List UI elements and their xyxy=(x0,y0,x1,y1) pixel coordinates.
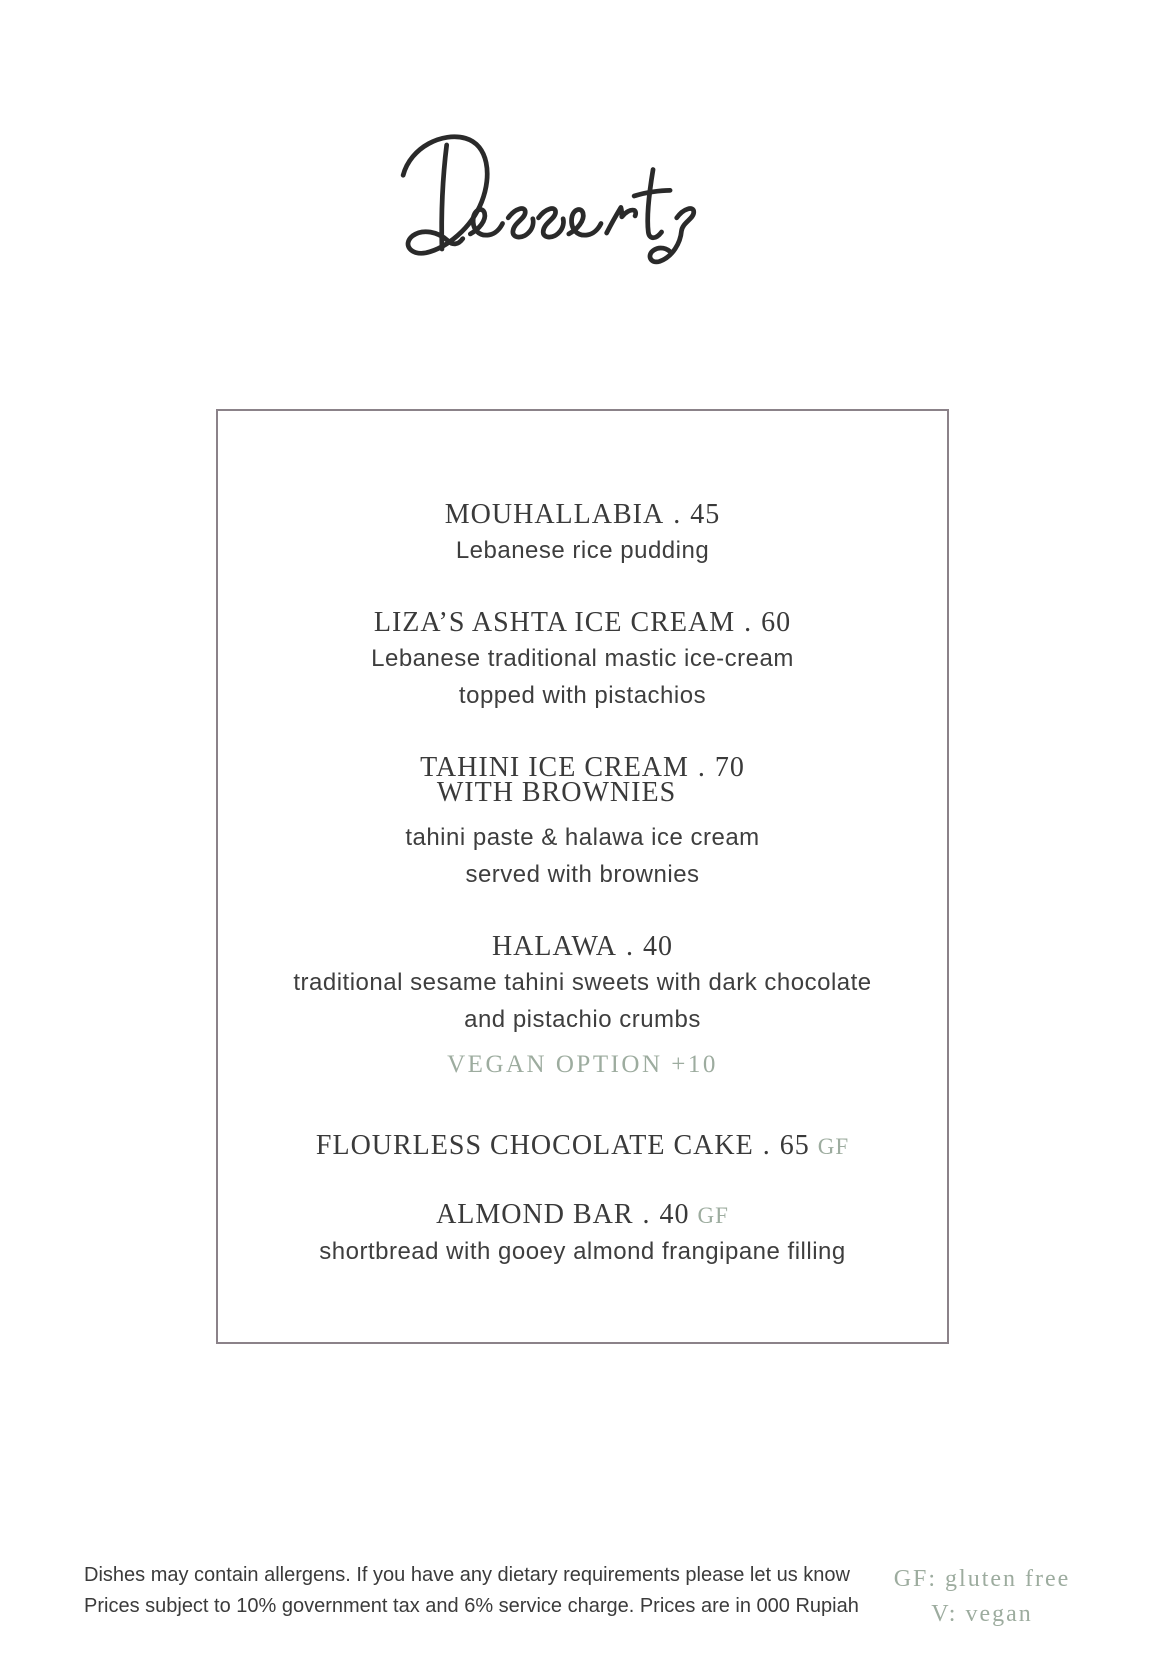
description-line: and pistachio crumbs xyxy=(464,1006,701,1033)
dish-description xyxy=(218,1233,947,1270)
item-name-line xyxy=(218,1132,947,1161)
description-line: topped with pistachios xyxy=(458,682,707,709)
price-separator: . xyxy=(626,931,635,962)
menu-item xyxy=(218,1201,947,1270)
dish-name: ALMOND BAR xyxy=(436,1199,634,1230)
dish-price: 40 xyxy=(643,931,674,962)
dish-description xyxy=(218,532,947,569)
tax-note: Prices subject to 10% government tax and 6% service charge. Prices are in 000 Rupiah xyxy=(84,1595,859,1617)
menu-item xyxy=(218,1132,947,1161)
item-name-line xyxy=(218,609,947,637)
menu-title xyxy=(0,126,1166,268)
dish-name: LIZA’S ASHTA ICE CREAM xyxy=(373,607,736,638)
price-separator: . xyxy=(762,1130,771,1161)
dish-price: 60 xyxy=(761,607,792,638)
dish-price: 65 xyxy=(779,1130,810,1161)
legend-gluten-free: GF: gluten free xyxy=(893,1566,1071,1592)
diet-legend xyxy=(852,1562,1112,1632)
dish-name: TAHINI ICE CREAM xyxy=(420,752,689,783)
dish-name: FLOURLESS CHOCOLATE CAKE xyxy=(315,1130,754,1161)
item-name-line xyxy=(218,501,947,529)
footer-notes xyxy=(84,1560,859,1622)
menu-item xyxy=(218,609,947,714)
description-line: served with brownies xyxy=(465,861,700,888)
price-separator: . xyxy=(697,752,706,783)
gf-badge: GF xyxy=(697,1203,729,1228)
description-line: Lebanese rice pudding xyxy=(455,537,710,564)
menu-border-box xyxy=(216,409,949,1344)
legend-vegan: V: vegan xyxy=(931,1601,1033,1627)
dish-name: HALAWA xyxy=(491,931,618,962)
item-name-line xyxy=(218,1201,947,1230)
gf-badge: GF xyxy=(817,1134,850,1159)
dish-price: 40 xyxy=(659,1199,690,1230)
dish-description xyxy=(218,640,947,714)
dish-price: 45 xyxy=(690,499,721,530)
menu-item xyxy=(218,933,947,1080)
menu-item xyxy=(218,754,947,893)
description-line: traditional sesame tahini sweets with dark chocolate xyxy=(293,969,872,996)
vegan-option-note: VEGAN OPTION +10 xyxy=(447,1051,718,1078)
description-line: tahini paste & halawa ice cream xyxy=(405,824,760,851)
menu-item xyxy=(218,501,947,569)
desserts-script-lettering-icon xyxy=(376,126,790,268)
price-separator: . xyxy=(642,1199,651,1230)
dish-description xyxy=(218,964,947,1038)
description-line: Lebanese traditional mastic ice-cream xyxy=(371,645,794,672)
dish-price: 70 xyxy=(714,752,745,783)
allergen-note: Dishes may contain allergens. If you have any dietary requirements please let us know xyxy=(84,1564,850,1586)
dish-name: MOUHALLABIA xyxy=(444,499,665,530)
price-separator: . xyxy=(673,499,682,530)
description-line: shortbread with gooey almond frangipane filling xyxy=(319,1238,846,1265)
item-name-line xyxy=(218,933,947,961)
price-separator: . xyxy=(744,607,753,638)
item-name-line2: WITH BROWNIES xyxy=(436,777,677,808)
dish-description xyxy=(218,819,947,893)
